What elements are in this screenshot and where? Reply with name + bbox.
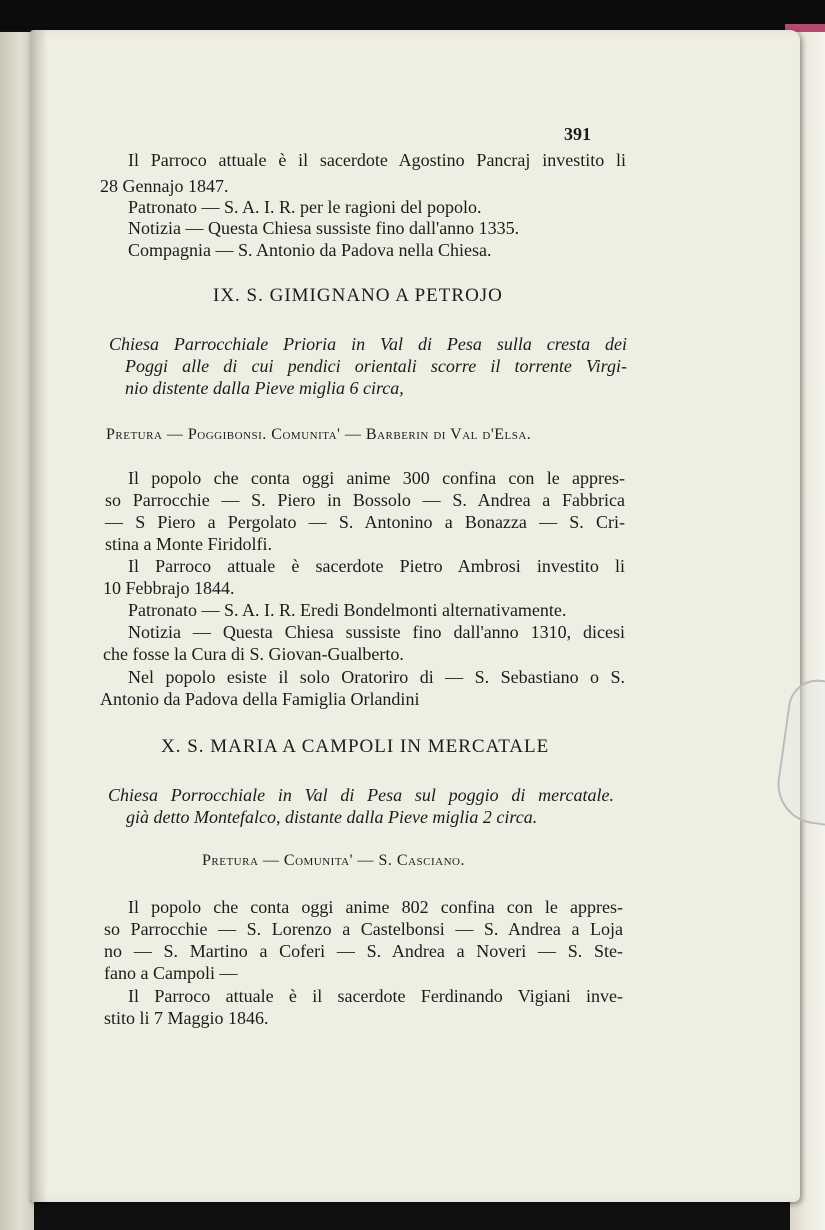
text-line: Il Parroco attuale è sacerdote Pietro Ambrosi investito li [128, 556, 625, 576]
text-line: Nel popolo esiste il solo Oratoriro di — S. Sebastiano o S. [128, 667, 625, 687]
section-title: IX. S. GIMIGNANO A PETROJO [213, 285, 503, 306]
text-line: Patronato — S. A. I. R. Eredi Bondelmonti alternativamente. [128, 600, 567, 620]
page-number: 391 [564, 124, 591, 144]
book-page [30, 30, 800, 1202]
page-text [30, 30, 800, 1202]
text-line: Il popolo che conta oggi anime 802 confina con le appres- [128, 897, 623, 917]
text-line: Notizia — Questa Chiesa sussiste fino dall'anno 1310, dicesi [128, 622, 625, 642]
section-description: nio distente dalla Pieve miglia 6 circa, [125, 378, 404, 398]
text-line: 10 Febbrajo 1844. [103, 578, 235, 598]
text-line: stito li 7 Maggio 1846. [104, 1008, 269, 1028]
facing-page-edge [0, 32, 34, 1230]
pretura-line: Pretura — Comunita' — S. Casciano. [202, 852, 465, 869]
text-line: Il Parroco attuale è il sacerdote Ferdinando Vigiani inve- [128, 986, 623, 1006]
pretura-line: Pretura — Poggibonsi. Comunita' — Barberin di Val d'Elsa. [106, 426, 532, 443]
section-description: Poggi alle di cui pendici orientali scorre il torrente Virgi- [125, 356, 627, 376]
section-description: Chiesa Parrocchiale Prioria in Val di Pesa sulla cresta dei [109, 334, 627, 354]
text-line: Compagnia — S. Antonio da Padova nella Chiesa. [128, 240, 492, 260]
text-line: 28 Gennajo 1847. [100, 176, 229, 196]
section-description: già detto Montefalco, distante dalla Pieve miglia 2 circa. [126, 807, 538, 827]
section-title: X. S. MARIA A CAMPOLI IN MERCATALE [161, 736, 550, 757]
text-line: fano a Campoli — [104, 963, 238, 983]
section-description: Chiesa Porrocchiale in Val di Pesa sul poggio di mercatale. [108, 785, 614, 805]
text-line: che fosse la Cura di S. Giovan-Gualberto. [103, 644, 404, 664]
scan-background-top [0, 0, 825, 30]
text-line: Notizia — Questa Chiesa sussiste fino dall'anno 1335. [128, 218, 520, 238]
text-line: Antonio da Padova della Famiglia Orlandini [100, 689, 420, 709]
text-line: Il Parroco attuale è il sacerdote Agostino Pancraj investito li [128, 150, 626, 170]
text-line: so Parrocchie — S. Piero in Bossolo — S. Andrea a Fabbrica [105, 490, 625, 510]
text-line: so Parrocchie — S. Lorenzo a Castelbonsi — S. Andrea a Loja [104, 919, 623, 939]
text-line: Patronato — S. A. I. R. per le ragioni del popolo. [128, 197, 482, 217]
text-line: — S Piero a Pergolato — S. Antonino a Bonazza — S. Cri- [105, 512, 625, 532]
text-line: stina a Monte Firidolfi. [105, 534, 272, 554]
text-line: Il popolo che conta oggi anime 300 confina con le appres- [128, 468, 625, 488]
text-line: no — S. Martino a Coferi — S. Andrea a Noveri — S. Ste- [104, 941, 623, 961]
